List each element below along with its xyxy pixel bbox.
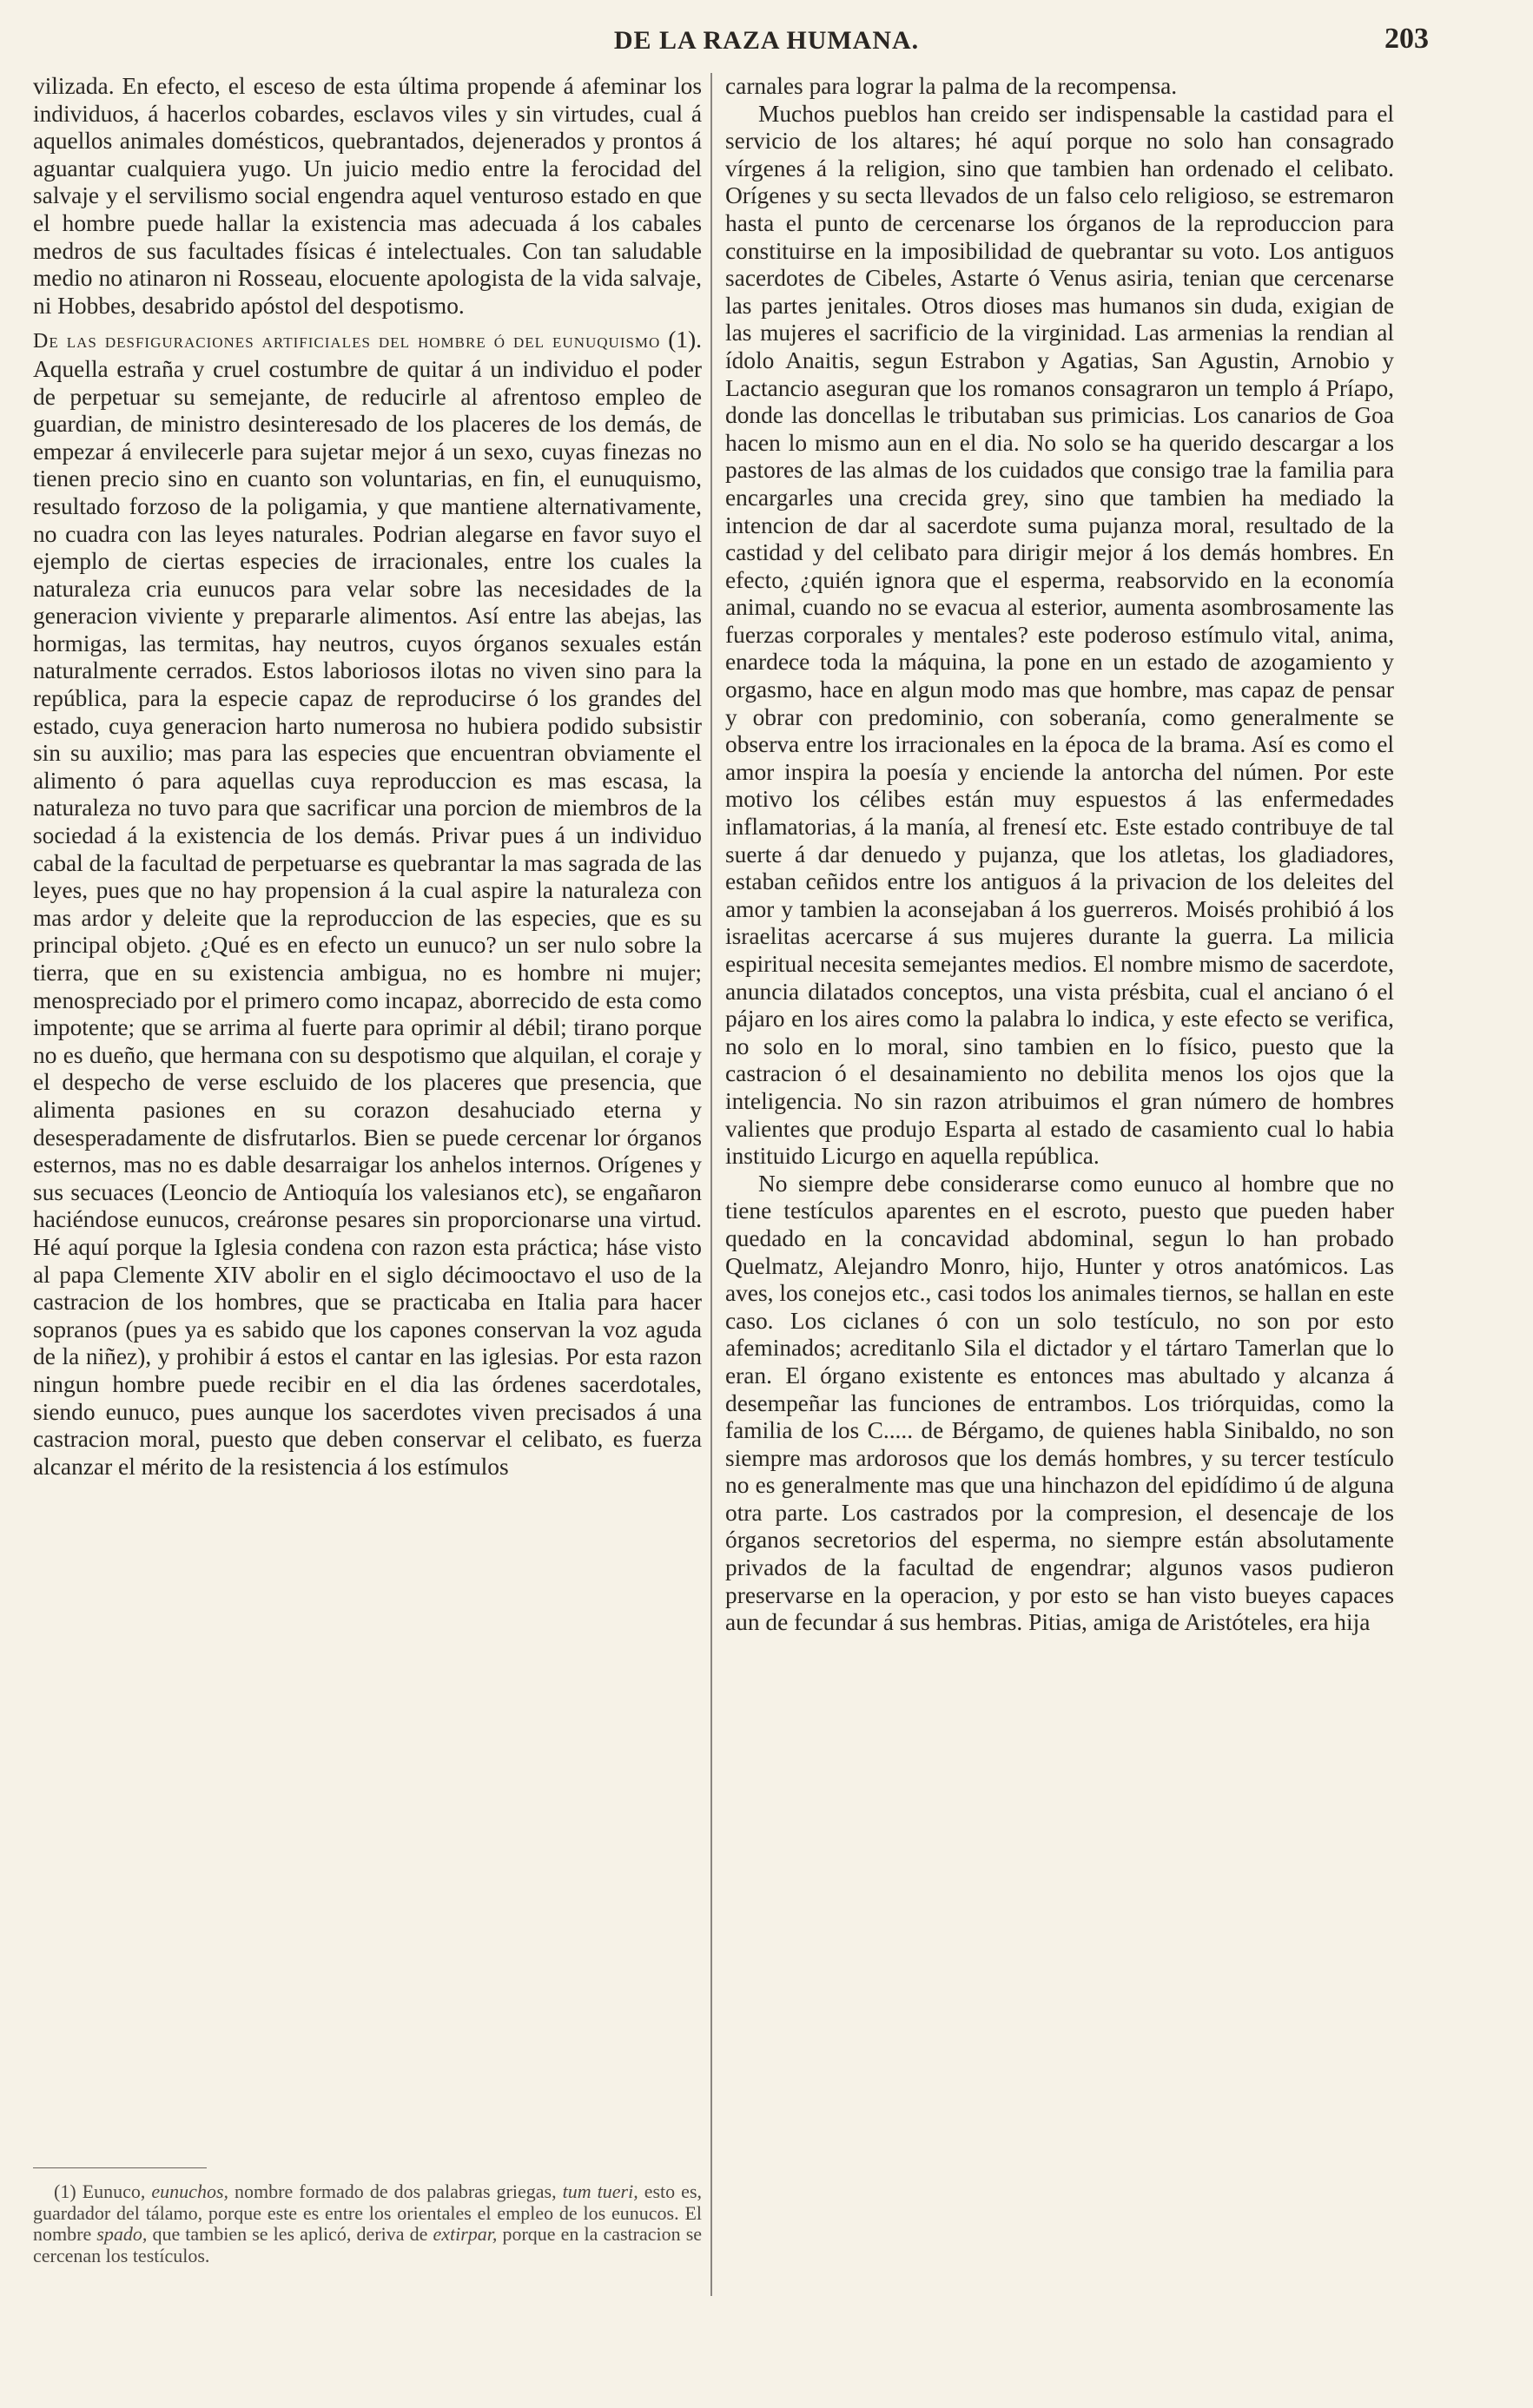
footnote-marker: (1) (54, 2180, 76, 2202)
section-heading: De las desfiguraciones artificiales del hombre ó del eunuquismo (33, 330, 661, 353)
column-divider (710, 73, 712, 2296)
footnote-italic: eunuchos, (151, 2180, 229, 2202)
footnote-reference: (1). (668, 327, 702, 353)
right-paragraph-2: Muchos pueblos han creido ser indispensable la castidad para el servicio de los altares; hé aquí porque no solo han consagrado vírgenes á la religion, sino que tambien han ordenado el celibato. Orígenes y su secta llevados de un falso celo religioso, se estremaron hasta el punto de cercenarse los órganos de la reproduccion para constituirse en la imposibilidad de quebrantar su voto. Los antiguos sacerdotes de Cibeles, Astarte ó Venus asiria, tenian que cercenarse las partes jenitales. Otros dioses mas humanos sin duda, exigian de las mujeres el sacrificio de la virginidad. Las armenias la rendian al ídolo Anaitis, segun Estrabon y Agatias, San Agustin, Arnobio y Lactancio aseguran que los romanos consagraron un templo á Príapo, donde las doncellas le tributaban sus primicias. Los canarios de Goa hacen lo mismo aun en el dia. No solo se ha querido descargar a los pastores de las almas de los cuidados que consigo trae la familia para encargarles una crecida grey, sino que tambien ha mediado la intencion de dar al sacerdote suma pujanza moral, resultado de la castidad y del celibato para dirigir mejor á los demás hombres. En efecto, ¿quién ignora que el esperma, reabsorvido en la economía animal, cuando no se evacua al esterior, aumenta asombrosamente las fuerzas corporales y mentales? este poderoso estímulo vital, anima, enardece toda la máquina, la pone en un estado de azogamiento y orgasmo, hace en algun modo mas que hombre, mas capaz de pensar y obrar con predominio, con soberanía, como generalmente se observa entre los irracionales en la época de la brama. Así es como el amor inspira la poesía y enciende la antorcha del númen. Por este motivo los célibes están muy espuestos á las enfermedades inflamatorias, á la manía, al frenesí etc. Este estado contribuye de tal suerte á dar denuedo y pujanza, que los atletas, los gladiadores, estaban ceñidos entre los antiguos á la privacion de los deleites del amor y tambien la aconsejaban á los guerreros. Moisés prohibió á los israelitas acercarse á sus mujeres durante la guerra. La milicia espiritual necesita semejantes medios. El nombre mismo de sacerdote, anuncia dilatados conceptos, una vista présbita, cual el anciano ó el pájaro en los aires como la palabra lo indica, y este efecto se verifica, no solo en lo moral, sino tambien en lo físico, puesto que la castracion ó el desainamiento no debilita menos los ojos que la inteligencia. No sin razon atribuimos el gran número de hombres valientes que produjo Esparta al estado de casamiento cual lo habia instituido Licurgo en aquella república. (725, 100, 1394, 1170)
section-body: Aquella estraña y cruel costumbre de quitar á un individuo el poder de perpetuar su semejante, de reducirle al afrentoso empleo de guardian, de ministro desinteresado de los placeres de los demás, de empezar á envilecerle para sujetar mejor á un sexo, cuyas finezas no tienen precio sino en cuanto son voluntarias, en fin, el eunuquismo, resultado forzoso de la poligamia, y que mantiene alternativamente, no cuadra con las leyes naturales. Podrian alegarse en favor suyo el ejemplo de ciertas especies de irracionales, entre los cuales la naturaleza cria eunucos para velar sobre las necesidades de la generacion viviente y prepararle alimentos. Así entre las abejas, las hormigas, las termitas, hay neutros, cuyos órganos sexuales están naturalmente cerrados. Estos laboriosos ilotas no viven sino para la república, para la especie capaz de reproducirse ó los grandes del estado, cuya generacion harto numerosa no hubiera podido subsistir sin su auxilio; mas para las especies que encuentran obviamente el alimento ó para aquellas cuya reproduccion es mas escasa, la naturaleza no tuvo para que sacrificar una porcion de miembros de la sociedad á la existencia de los demás. Privar pues á un individuo cabal de la facultad de perpetuarse es quebrantar la mas sagrada de las leyes, pues que no hay propension á la cual aspire la naturaleza con mas ardor y deleite que la reproduccion de las especies, que es su principal objeto. ¿Qué es en efecto un eunuco? un ser nulo sobre la tierra, que en su existencia ambigua, no es hombre ni mujer; menospreciado por el primero como incapaz, aborrecido de esta como impotente; que se arrima al fuerte para oprimir al débil; tirano porque no es dueño, que hermana con su despotismo que alquilan, el coraje y el despecho de verse escluido de los placeres que presencia, que alimenta pasiones en su corazon desahuciado eterna y desesperadamente de disfrutarlos. Bien se puede cercenar lor órganos esternos, mas no es dable desarraigar los anhelos internos. Orígenes y sus secuaces (Leoncio de Antioquía los valesianos etc), se engañaron haciéndose eunucos, creáronse pesares sin proporcionarse una virtud. Hé aquí porque la Iglesia condena con razon esta práctica; háse visto al papa Clemente XIV abolir en el siglo décimooctavo el uso de la castracion de los hombres, que se practicaba en Italia para hacer sopranos (pues ya es sabido que los capones conservan la voz aguda de la niñez), y prohibir á estos el cantar en las iglesias. Por esta razon ningun hombre puede recibir en el dia las órdenes sacerdotales, siendo eunuco, pues aunque los sacerdotes viven precisados á una castracion moral, puesto que deben conservar el celibato, es fuerza alcanzar el mérito de la resistencia á los estímulos (33, 355, 702, 1480)
page-number: 203 (1384, 23, 1429, 55)
footnote-italic: extirpar, (433, 2223, 498, 2246)
right-column (725, 73, 1394, 1637)
footnote-rule (33, 2167, 207, 2168)
footnote-text: porque en la castracion se cercenan los testículos. (33, 2223, 703, 2266)
right-paragraph-3: No siempre debe considerarse como eunuco al hombre que no tiene testículos aparentes en el escroto, puesto que pueden haber quedado en la concavidad abdominal, segun lo han probado Quelmatz, Alejandro Monro, hijo, Hunter y otros anatómicos. Las aves, los conejos etc., casi todos los animales tiernos, se hallan en este caso. Los ciclanes ó con un solo testículo, no son por esto afeminados; acreditanlo Sila el dictador y el tártaro Tamerlan que lo eran. El órgano existente es entonces mas abultado y alcanza á desempeñar las funciones de entrambos. Los triórquidas, como la familia de los C..... de Bérgamo, de quienes habla Sinibaldo, no son siempre mas ardorosos que los demás hombres, y su tercer testículo no es generalmente mas que una hinchazon del epidídimo ú de alguna otra parte. Los castrados por la compresion, el desencaje de los órganos secretorios del esperma, no siempre están absolutamente privados de la facultad de engendrar; algunos vasos pudieron preservarse en la operacion, y por esto se han visto bueyes capaces aun de fecundar á sus hembras. Pitias, amiga de Aristóteles, era hija (725, 1170, 1394, 1636)
left-paragraph-1: vilizada. En efecto, el esceso de esta última propende á afeminar los individuos, á hacerlos cobardes, esclavos viles y sin virtudes, cual á aquellos animales domésticos, quebrantados, dejenerados y prontos á aguantar cualquiera yugo. Un juicio medio entre la ferocidad del salvaje y el servilismo social engendra aquel venturoso estado en que el hombre puede hallar la existencia mas adecuada á los cabales medros de sus facultades físicas é intelectuales. Con tan saludable medio no atinaron ni Rosseau, elocuente apologista de la vida salvaje, ni Hobbes, desabrido apóstol del despotismo. (33, 73, 702, 319)
right-paragraph-1: carnales para lograr la palma de la recompensa. (725, 73, 1178, 99)
footnote-text: nombre formado de dos palabras griegas, (235, 2180, 557, 2202)
left-paragraph-2 (33, 327, 702, 1481)
footnote-italic: tum tueri, (562, 2180, 638, 2202)
footnote (33, 2181, 702, 2266)
running-title: DE LA RAZA HUMANA. (613, 26, 920, 55)
footnote-text: esto es, guardador del tálamo, porque este es entre los orientales el empleo de los eunucos. El nombre (33, 2180, 703, 2246)
page-header (0, 19, 1533, 71)
footnote-italic: spado, (96, 2223, 148, 2246)
footnote-text: Eunuco, (82, 2180, 146, 2202)
left-column (33, 73, 702, 1481)
footnote-text: que tambien se les aplicó, deriva de (152, 2223, 428, 2246)
